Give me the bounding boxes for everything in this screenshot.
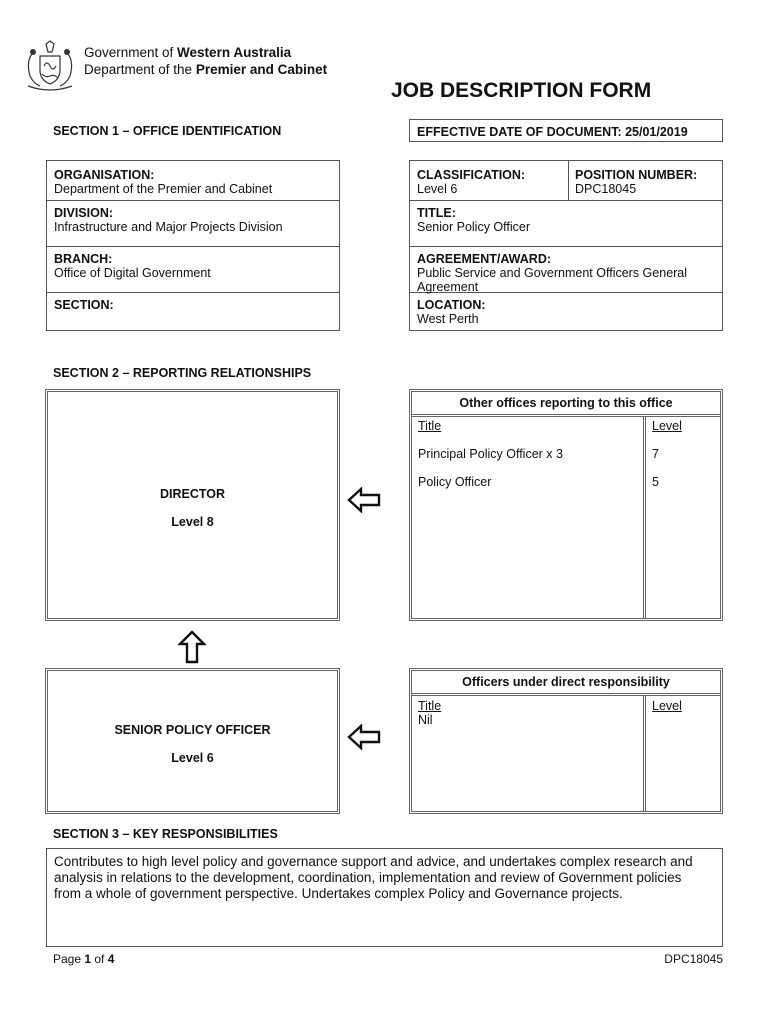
- wa-crest-icon: [22, 40, 78, 94]
- department-name: [84, 62, 327, 77]
- section3-heading: SECTION 3 – KEY RESPONSIBILITIES: [53, 827, 278, 841]
- key-responsibilities-box: [46, 848, 723, 947]
- government-state: Western Australia: [177, 45, 292, 60]
- department-bold-name: Premier and Cabinet: [195, 62, 328, 77]
- position-box: [45, 668, 340, 814]
- classification-label: CLASSIFICATION:: [417, 168, 526, 182]
- section-label: SECTION:: [54, 298, 114, 312]
- other-offices-heading: Other offices reporting to this office: [459, 396, 673, 410]
- supervisor-level: Level 8: [171, 515, 214, 529]
- effective-date: EFFECTIVE DATE OF DOCUMENT: 25/01/2019: [417, 125, 688, 139]
- government-name: [84, 45, 291, 60]
- page-of: of: [91, 952, 108, 966]
- title-label: TITLE:: [417, 206, 456, 220]
- branch-label: BRANCH:: [54, 252, 113, 266]
- government-prefix: Government of: [84, 45, 178, 60]
- direct-reports-col-level: Level: [652, 699, 682, 713]
- direct-reports-value: Nil: [418, 713, 433, 727]
- page-total: 4: [107, 952, 115, 966]
- branch-field: [47, 249, 218, 283]
- hollow-up-arrow-icon: [178, 630, 206, 664]
- position-identification-table: [409, 160, 723, 331]
- hollow-left-arrow-icon: [347, 724, 381, 750]
- branch-value: Office of Digital Government: [54, 266, 211, 280]
- position-number-label: POSITION NUMBER:: [575, 168, 698, 182]
- other-offices-col-level: Level: [652, 419, 682, 433]
- other-office-row-title: Principal Policy Officer x 3: [418, 447, 563, 461]
- agreement-label: AGREEMENT/AWARD:: [417, 252, 552, 266]
- section2-heading: SECTION 2 – REPORTING RELATIONSHIPS: [53, 366, 312, 380]
- other-offices-table: [409, 389, 723, 621]
- title-field: [410, 203, 537, 237]
- location-field: [410, 295, 493, 329]
- section1-heading: SECTION 1 – OFFICE IDENTIFICATION: [53, 124, 282, 138]
- direct-reports-heading: Officers under direct responsibility: [462, 675, 670, 689]
- position-level: Level 6: [171, 751, 214, 765]
- position-number-field: [568, 165, 704, 199]
- form-title: JOB DESCRIPTION FORM: [391, 79, 652, 102]
- other-office-row-title: Policy Officer: [418, 475, 492, 489]
- division-label: DIVISION:: [54, 206, 114, 220]
- page-prefix: Page: [53, 952, 85, 966]
- location-label: LOCATION:: [417, 298, 486, 312]
- department-prefix: Department of the: [84, 62, 196, 77]
- classification-value: Level 6: [417, 182, 458, 196]
- location-value: West Perth: [417, 312, 479, 326]
- page-current: 1: [84, 952, 92, 966]
- classification-field: [410, 165, 568, 199]
- organisation-value: Department of the Premier and Cabinet: [54, 182, 273, 196]
- position-number-value: DPC18045: [575, 182, 637, 196]
- other-office-row-level: 7: [652, 447, 659, 461]
- title-value: Senior Policy Officer: [417, 220, 531, 234]
- position-title: SENIOR POLICY OFFICER: [114, 723, 271, 737]
- document-code: DPC18045: [664, 952, 723, 966]
- organisation-label: ORGANISATION:: [54, 168, 155, 182]
- agreement-field: [410, 249, 710, 297]
- division-field: [47, 203, 290, 237]
- effective-date-box: [409, 119, 723, 142]
- page-number: [53, 952, 114, 966]
- direct-reports-col-title: Title: [418, 699, 442, 713]
- other-offices-col-title: Title: [418, 419, 442, 433]
- section-field: [47, 295, 121, 315]
- key-responsibilities-text: Contributes to high level policy and governance support and advice, and undertakes complex research and analysis in relations to the development, coordination, implementation and review of Government policies from a whole of government perspective. Undertakes complex Policy and Governance projects.: [54, 854, 693, 901]
- office-identification-table: [46, 160, 340, 331]
- hollow-left-arrow-icon: [347, 487, 381, 513]
- organisation-field: [47, 165, 279, 199]
- division-value: Infrastructure and Major Projects Division: [54, 220, 283, 234]
- supervisor-title: DIRECTOR: [159, 487, 226, 501]
- supervisor-box: [45, 389, 340, 621]
- other-office-row-level: 5: [652, 475, 659, 489]
- agreement-value: Public Service and Government Officers General Agreement: [417, 266, 688, 294]
- direct-reports-table: [409, 668, 723, 814]
